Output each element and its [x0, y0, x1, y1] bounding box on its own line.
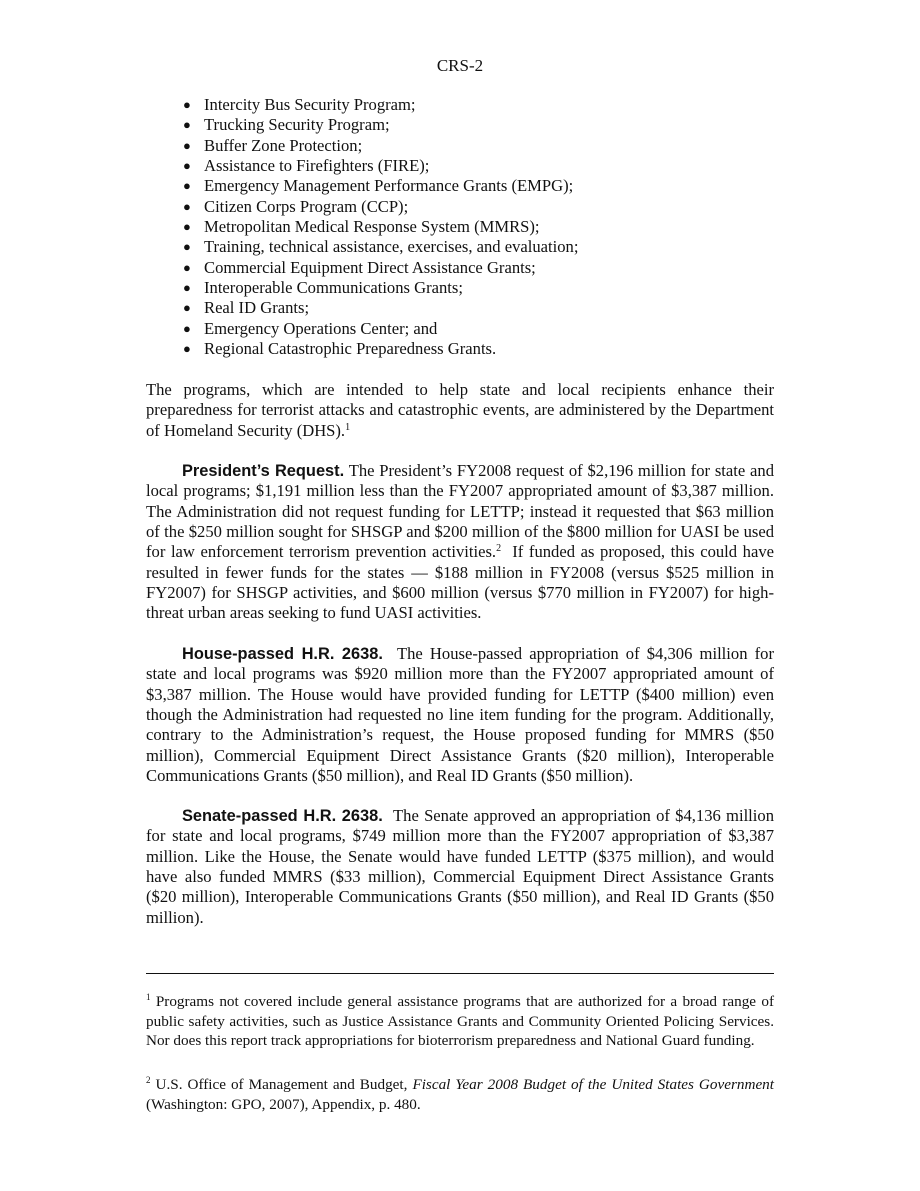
bullet-text: Assistance to Firefighters (FIRE); [204, 156, 430, 176]
program-bullet-item [146, 237, 774, 257]
bullet-dot-icon: ● [183, 320, 191, 336]
bullet-text: Emergency Management Performance Grants (EMPG); [204, 176, 574, 196]
bullet-text: Training, technical assistance, exercises, and evaluation; [204, 237, 579, 257]
presidents-request-paragraph [146, 461, 774, 624]
program-bullet-item [146, 278, 774, 298]
intro-paragraph [146, 380, 774, 441]
bullet-dot-icon: ● [183, 137, 191, 153]
footnote-divider [146, 973, 774, 974]
footnote-2-text-a: U.S. Office of Management and Budget, [155, 1076, 408, 1093]
bullet-text: Interoperable Communications Grants; [204, 278, 463, 298]
footnote-2-title: Fiscal Year 2008 Budget of the United States Government [412, 1076, 774, 1093]
senate-passed-heading: Senate-passed H.R. 2638. [182, 807, 383, 825]
bullet-text: Metropolitan Medical Response System (MMRS); [204, 217, 540, 237]
program-bullet-item [146, 95, 774, 115]
house-passed-heading: House-passed H.R. 2638. [182, 645, 383, 663]
program-bullet-list [146, 95, 774, 359]
bullet-dot-icon: ● [183, 259, 191, 275]
bullet-dot-icon: ● [183, 300, 191, 316]
bullet-dot-icon: ● [183, 178, 191, 194]
bullet-dot-icon: ● [183, 158, 191, 174]
page-header: CRS-2 [436, 56, 484, 75]
intro-text: The programs, which are intended to help state and local recipients enhance their preparedness for terrorist attacks and catastrophic events, are administered by the Department of Homeland Security (DHS). [146, 380, 774, 440]
footnote-1 [146, 992, 774, 1051]
presidents-request-text-a: The President’s FY2008 request of $2,196 million for state and local programs; $1,191 million less than the FY2007 appropriated amount of $3,387 million. The Administration did not request funding for LETTP; instead it requested that $63 million of the $250 million sought for SHSGP and $200 million of the $800 million for UASI be used for law enforcement terrorism prevention activities. [146, 461, 774, 562]
bullet-text: Commercial Equipment Direct Assistance Grants; [204, 257, 536, 277]
program-bullet-item [146, 115, 774, 135]
footnote-ref-1[interactable]: 1 [345, 421, 351, 433]
bullet-text: Buffer Zone Protection; [204, 135, 363, 155]
footnote-1-number: 1 [146, 992, 151, 1002]
footnote-ref-2[interactable]: 2 [496, 543, 502, 555]
program-bullet-item [146, 319, 774, 339]
program-bullet-item [146, 217, 774, 237]
program-bullet-item [146, 197, 774, 217]
senate-passed-text: The Senate approved an appropriation of $4,136 million for state and local programs, $749 million more than the FY2007 appropriation of $3,387 million. Like the House, the Senate would have funded LETTP ($375 million), and would have also funded MMRS ($33 million), Commercial Equipment Direct Assistance Grants ($20 million), Interoperable Communications Grants ($50 million), and Real ID Grants ($50 million). [146, 806, 774, 927]
bullet-text: Regional Catastrophic Preparedness Grants. [204, 339, 497, 359]
program-bullet-item [146, 136, 774, 156]
house-passed-text: The House-passed appropriation of $4,306 million for state and local programs was $920 million more than the FY2007 appropriated amount of $3,387 million. The House would have provided funding for LETTP ($400 million) even though the Administration had requested no line item funding for the program. Additionally, contrary to the Administration’s request, the House proposed funding for MMRS ($50 million), Commercial Equipment Direct Assistance Grants ($20 million), Interoperable Communications Grants ($50 million), and Real ID Grants ($50 million). [146, 644, 774, 786]
bullet-dot-icon: ● [183, 117, 191, 133]
bullet-text: Citizen Corps Program (CCP); [204, 196, 409, 216]
program-bullet-item [146, 176, 774, 196]
footnote-2 [146, 1075, 774, 1114]
program-bullet-item [146, 298, 774, 318]
bullet-text: Intercity Bus Security Program; [204, 95, 416, 114]
house-passed-paragraph [146, 644, 774, 786]
bullet-dot-icon: ● [183, 341, 191, 357]
footnote-1-text: Programs not covered include general assistance programs that are authorized for a broad range of public safety activities, such as Justice Assistance Grants and Community Oriented Policing Services. Nor does this report track appropriations for bioterrorism preparedness and National Guard funding. [146, 993, 775, 1050]
program-bullet-item [146, 258, 774, 278]
bullet-dot-icon: ● [183, 239, 191, 255]
footnote-2-text-b: (Washington: GPO, 2007), Appendix, p. 480. [146, 1095, 421, 1113]
bullet-text: Emergency Operations Center; and [204, 318, 438, 338]
bullet-text: Real ID Grants; [204, 298, 310, 318]
presidents-request-heading: President’s Request. [182, 462, 345, 480]
bullet-text: Trucking Security Program; [204, 115, 390, 135]
senate-passed-paragraph [146, 806, 774, 928]
program-bullet-item [146, 156, 774, 176]
bullet-dot-icon: ● [183, 219, 191, 235]
presidents-request-text-b: If funded as proposed, this could have resulted in fewer funds for the states — $188 million in FY2008 (versus $525 million in FY2007) for SHSGP activities, and $600 million (versus $770 million in FY2007) for high-threat urban areas seeking to fund UASI activities. [146, 542, 774, 623]
footnote-2-number: 2 [146, 1075, 151, 1085]
bullet-dot-icon: ● [183, 280, 191, 296]
bullet-dot-icon: ● [183, 97, 191, 112]
program-bullet-item [146, 339, 774, 359]
bullet-dot-icon: ● [183, 198, 191, 214]
